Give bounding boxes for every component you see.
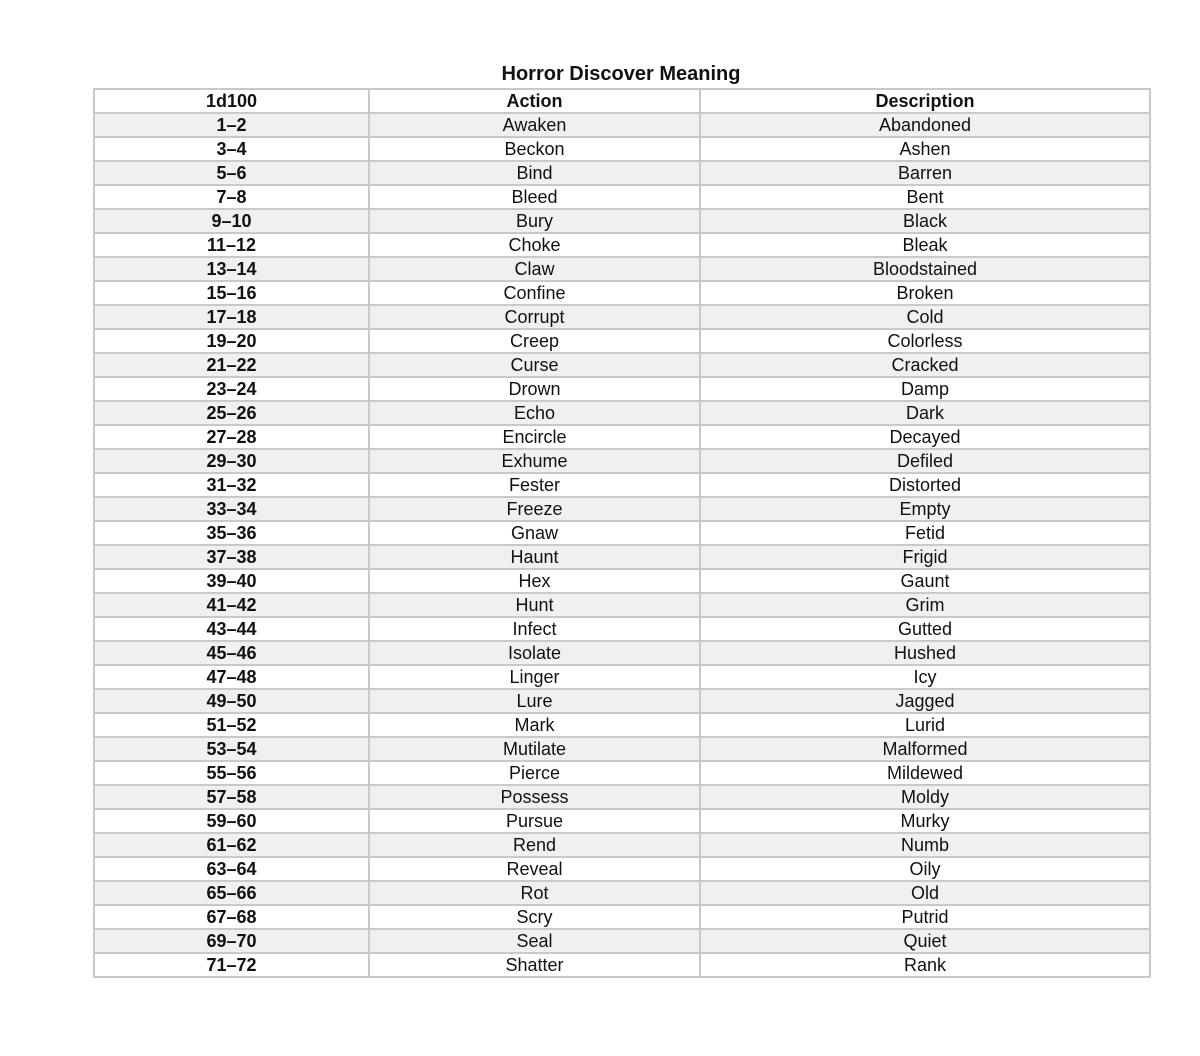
action-cell: Isolate xyxy=(369,641,700,665)
description-cell: Numb xyxy=(700,833,1150,857)
description-cell: Cold xyxy=(700,305,1150,329)
action-cell: Seal xyxy=(369,929,700,953)
table-row xyxy=(94,185,1150,209)
roll-range-cell: 15–16 xyxy=(94,281,369,305)
roll-range-cell: 47–48 xyxy=(94,665,369,689)
roll-range-cell: 3–4 xyxy=(94,137,369,161)
action-cell: Gnaw xyxy=(369,521,700,545)
table-row xyxy=(94,953,1150,977)
roll-range-cell: 67–68 xyxy=(94,905,369,929)
description-cell: Bent xyxy=(700,185,1150,209)
description-cell: Fetid xyxy=(700,521,1150,545)
table-row xyxy=(94,353,1150,377)
description-cell: Distorted xyxy=(700,473,1150,497)
description-cell: Hushed xyxy=(700,641,1150,665)
action-cell: Curse xyxy=(369,353,700,377)
roll-range-cell: 7–8 xyxy=(94,185,369,209)
description-cell: Dark xyxy=(700,401,1150,425)
action-cell: Pursue xyxy=(369,809,700,833)
action-cell: Bleed xyxy=(369,185,700,209)
action-cell: Hunt xyxy=(369,593,700,617)
table-row xyxy=(94,113,1150,137)
table-row xyxy=(94,881,1150,905)
description-cell: Broken xyxy=(700,281,1150,305)
description-cell: Quiet xyxy=(700,929,1150,953)
roll-range-cell: 23–24 xyxy=(94,377,369,401)
action-cell: Shatter xyxy=(369,953,700,977)
description-cell: Oily xyxy=(700,857,1150,881)
table-row xyxy=(94,809,1150,833)
description-cell: Rank xyxy=(700,953,1150,977)
action-cell: Hex xyxy=(369,569,700,593)
table-row xyxy=(94,857,1150,881)
description-cell: Gaunt xyxy=(700,569,1150,593)
table-row xyxy=(94,137,1150,161)
action-cell: Linger xyxy=(369,665,700,689)
header-description: Description xyxy=(700,89,1150,113)
table-title: Horror Discover Meaning xyxy=(501,63,741,85)
description-cell: Abandoned xyxy=(700,113,1150,137)
roll-range-cell: 5–6 xyxy=(94,161,369,185)
roll-range-cell: 55–56 xyxy=(94,761,369,785)
action-cell: Reveal xyxy=(369,857,700,881)
table-row xyxy=(94,833,1150,857)
header-action: Action xyxy=(369,89,700,113)
roll-range-cell: 71–72 xyxy=(94,953,369,977)
roll-range-cell: 35–36 xyxy=(94,521,369,545)
roll-range-cell: 1–2 xyxy=(94,113,369,137)
roll-range-cell: 43–44 xyxy=(94,617,369,641)
roll-range-cell: 11–12 xyxy=(94,233,369,257)
action-cell: Bind xyxy=(369,161,700,185)
action-cell: Mark xyxy=(369,713,700,737)
table-row xyxy=(94,305,1150,329)
action-cell: Drown xyxy=(369,377,700,401)
description-cell: Frigid xyxy=(700,545,1150,569)
roll-range-cell: 9–10 xyxy=(94,209,369,233)
table-row xyxy=(94,377,1150,401)
action-cell: Mutilate xyxy=(369,737,700,761)
action-cell: Confine xyxy=(369,281,700,305)
roll-range-cell: 65–66 xyxy=(94,881,369,905)
table-row xyxy=(94,473,1150,497)
description-cell: Murky xyxy=(700,809,1150,833)
table-row xyxy=(94,161,1150,185)
description-cell: Grim xyxy=(700,593,1150,617)
header-roll: 1d100 xyxy=(94,89,369,113)
action-cell: Echo xyxy=(369,401,700,425)
table-row xyxy=(94,689,1150,713)
roll-range-cell: 45–46 xyxy=(94,641,369,665)
action-cell: Pierce xyxy=(369,761,700,785)
roll-range-cell: 29–30 xyxy=(94,449,369,473)
description-cell: Putrid xyxy=(700,905,1150,929)
roll-range-cell: 69–70 xyxy=(94,929,369,953)
table-row xyxy=(94,713,1150,737)
description-cell: Mildewed xyxy=(700,761,1150,785)
description-cell: Empty xyxy=(700,497,1150,521)
action-cell: Encircle xyxy=(369,425,700,449)
table-row xyxy=(94,329,1150,353)
roll-range-cell: 39–40 xyxy=(94,569,369,593)
roll-range-cell: 61–62 xyxy=(94,833,369,857)
roll-range-cell: 33–34 xyxy=(94,497,369,521)
roll-range-cell: 59–60 xyxy=(94,809,369,833)
action-cell: Fester xyxy=(369,473,700,497)
action-cell: Freeze xyxy=(369,497,700,521)
table-row xyxy=(94,617,1150,641)
description-cell: Moldy xyxy=(700,785,1150,809)
description-cell: Jagged xyxy=(700,689,1150,713)
table-row xyxy=(94,521,1150,545)
table-row xyxy=(94,449,1150,473)
roll-table xyxy=(93,88,1151,978)
roll-range-cell: 17–18 xyxy=(94,305,369,329)
description-cell: Colorless xyxy=(700,329,1150,353)
table-row xyxy=(94,593,1150,617)
action-cell: Lure xyxy=(369,689,700,713)
table-row xyxy=(94,209,1150,233)
action-cell: Rend xyxy=(369,833,700,857)
action-cell: Awaken xyxy=(369,113,700,137)
description-cell: Barren xyxy=(700,161,1150,185)
table-row xyxy=(94,905,1150,929)
action-cell: Scry xyxy=(369,905,700,929)
table-row xyxy=(94,497,1150,521)
description-cell: Defiled xyxy=(700,449,1150,473)
description-cell: Cracked xyxy=(700,353,1150,377)
table-row xyxy=(94,281,1150,305)
table-row xyxy=(94,761,1150,785)
roll-range-cell: 49–50 xyxy=(94,689,369,713)
action-cell: Possess xyxy=(369,785,700,809)
action-cell: Corrupt xyxy=(369,305,700,329)
table-row xyxy=(94,641,1150,665)
description-cell: Bloodstained xyxy=(700,257,1150,281)
header-row xyxy=(94,89,1150,113)
roll-range-cell: 63–64 xyxy=(94,857,369,881)
table-body xyxy=(94,113,1150,977)
action-cell: Infect xyxy=(369,617,700,641)
description-cell: Lurid xyxy=(700,713,1150,737)
table-row xyxy=(94,569,1150,593)
action-cell: Haunt xyxy=(369,545,700,569)
table-row xyxy=(94,401,1150,425)
table-row xyxy=(94,545,1150,569)
roll-range-cell: 57–58 xyxy=(94,785,369,809)
roll-range-cell: 19–20 xyxy=(94,329,369,353)
action-cell: Exhume xyxy=(369,449,700,473)
description-cell: Decayed xyxy=(700,425,1150,449)
roll-range-cell: 41–42 xyxy=(94,593,369,617)
description-cell: Gutted xyxy=(700,617,1150,641)
table-row xyxy=(94,257,1150,281)
description-cell: Black xyxy=(700,209,1150,233)
table-row xyxy=(94,785,1150,809)
table-row xyxy=(94,233,1150,257)
action-cell: Beckon xyxy=(369,137,700,161)
roll-range-cell: 13–14 xyxy=(94,257,369,281)
action-cell: Creep xyxy=(369,329,700,353)
description-cell: Old xyxy=(700,881,1150,905)
table-row xyxy=(94,737,1150,761)
description-cell: Bleak xyxy=(700,233,1150,257)
action-cell: Rot xyxy=(369,881,700,905)
action-cell: Bury xyxy=(369,209,700,233)
action-cell: Choke xyxy=(369,233,700,257)
description-cell: Malformed xyxy=(700,737,1150,761)
roll-range-cell: 25–26 xyxy=(94,401,369,425)
roll-range-cell: 31–32 xyxy=(94,473,369,497)
description-cell: Ashen xyxy=(700,137,1150,161)
roll-range-cell: 37–38 xyxy=(94,545,369,569)
roll-range-cell: 21–22 xyxy=(94,353,369,377)
table-row xyxy=(94,929,1150,953)
roll-range-cell: 51–52 xyxy=(94,713,369,737)
table-row xyxy=(94,665,1150,689)
description-cell: Damp xyxy=(700,377,1150,401)
description-cell: Icy xyxy=(700,665,1150,689)
table-row xyxy=(94,425,1150,449)
action-cell: Claw xyxy=(369,257,700,281)
roll-range-cell: 53–54 xyxy=(94,737,369,761)
roll-range-cell: 27–28 xyxy=(94,425,369,449)
